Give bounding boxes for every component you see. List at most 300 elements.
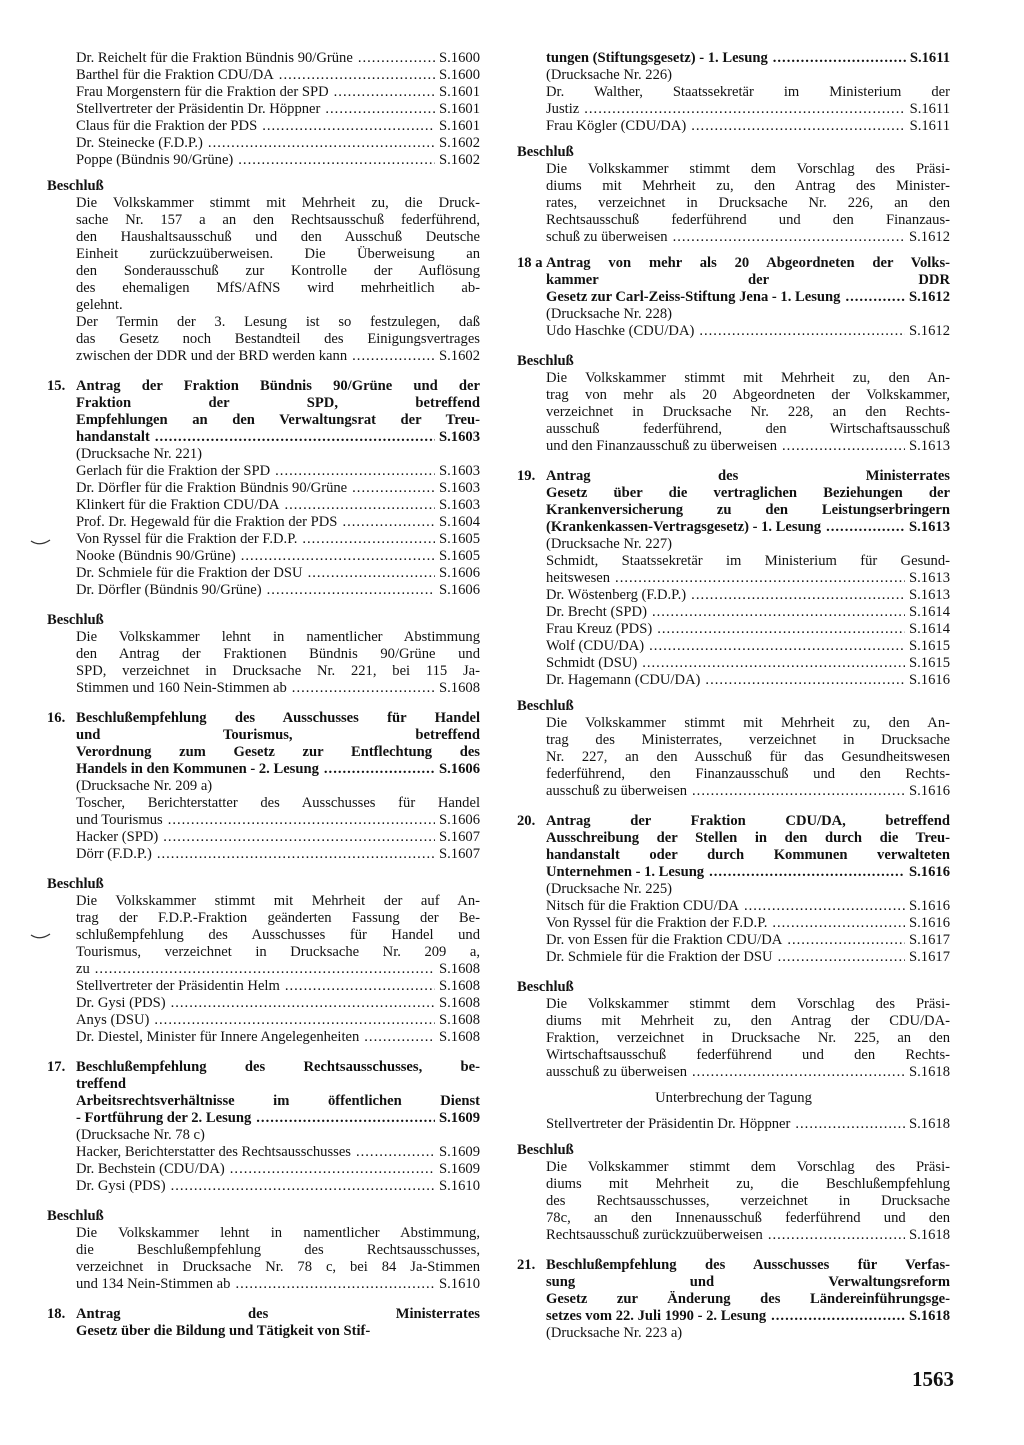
agenda-item-title-last-line — [517, 519, 950, 536]
beschluss-result-line — [47, 680, 480, 697]
dot-leader — [768, 1227, 905, 1244]
agenda-item-title-last-line — [47, 1110, 480, 1127]
entry-text: und 134 Nein-Stimmen ab — [76, 1276, 231, 1292]
page-ref: S.1608 — [439, 961, 480, 977]
agenda-item-title-line: Fraktion der SPD, betreffend — [76, 395, 480, 411]
agenda-item-title-line — [517, 1257, 950, 1274]
dot-leader — [325, 101, 435, 118]
entry-text: setzes vom 22. Juli 1990 - 2. Lesung — [546, 1308, 767, 1324]
page-ref: S.1603 — [439, 497, 480, 513]
beschluss-result-line — [517, 1064, 950, 1081]
entry-text: Frau Morgenstern für die Fraktion der SPD — [76, 84, 329, 100]
beschluss-text-line: verzeichnet in Drucksache Nr. 228, an den Rechts- — [546, 404, 950, 420]
beschluss-heading: Beschluß — [517, 144, 574, 160]
entry-text: und den Finanzausschuß zu überweisen — [546, 438, 778, 454]
speaker-entry — [517, 672, 950, 689]
dot-leader — [352, 348, 435, 365]
page-ref: S.1608 — [439, 995, 480, 1011]
dot-leader — [275, 463, 435, 480]
speaker-entry — [517, 587, 950, 604]
page-ref: S.1613 — [909, 438, 950, 454]
beschluss-text-line: Die Volkskammer stimmt dem Vorschlag des Präsi- — [546, 996, 950, 1012]
agenda-item-title-line: Ausschreibung der Stellen in den durch die Treu- — [546, 830, 950, 846]
beschluss-text-line: sache Nr. 157 a an den Rechtsausschuß federführend, — [76, 212, 480, 228]
entry-text: Prof. Dr. Hegewald für die Fraktion der PDS — [76, 514, 338, 530]
page-ref: S.1616 — [909, 864, 950, 880]
entry-text: Dr. Schmiele für die Fraktion der DSU — [76, 565, 303, 581]
beschluss-text-line: Einheit zurückzuüberweisen. Die Überweisung an — [76, 246, 480, 262]
entry-text: zu — [76, 961, 90, 977]
agenda-item-title-text: Antrag der Fraktion CDU/DA, betreffend — [546, 813, 950, 829]
entry-text: heitswesen — [546, 570, 611, 586]
entry-text: Rechtsausschuß zurückzuüberweisen — [546, 1227, 763, 1243]
beschluss-text-line: Nr. 227, an den Ausschuß für das Gesundheitswesen — [546, 749, 950, 765]
agenda-item-title-last-line — [517, 864, 950, 881]
dot-leader — [652, 604, 905, 621]
entry-text: - Fortführung der 2. Lesung — [76, 1110, 252, 1126]
beschluss-result-line — [517, 1227, 950, 1244]
beschluss-text-line: trag von mehr als 20 Abgeordneten der Volkskammer, — [546, 387, 950, 403]
beschluss-text-line: trag der F.D.P.-Fraktion geänderten Fassung der Be- — [76, 910, 480, 926]
page-ref: S.1610 — [439, 1178, 480, 1194]
beschluss-text-line: ausschuß federführend, den Wirtschaftsausschuß — [546, 421, 950, 437]
beschluss-text-line: des ehemaligen MfS/AfNS wird mehrheitlich ab- — [76, 280, 480, 296]
page-ref: S.1600 — [439, 50, 480, 66]
entry-text: schuß zu überweisen — [546, 229, 668, 245]
page-ref: S.1611 — [909, 101, 950, 117]
beschluss-text-line: schlußempfehlung des Ausschusses für Handel und — [76, 927, 480, 943]
entry-text: Stimmen und 160 Nein-Stimmen ab — [76, 680, 287, 696]
dot-leader — [692, 783, 905, 800]
dot-leader — [308, 565, 435, 582]
dot-leader — [285, 978, 435, 995]
agenda-item-title-line: handanstalt oder durch Kommunen verwalteten — [546, 847, 950, 863]
agenda-item-title-line — [517, 813, 950, 830]
speaker-entry — [47, 1144, 480, 1161]
speaker-entry — [47, 548, 480, 565]
beschluss-text-line: trag des Ministerrates, verzeichnet in Drucksache — [546, 732, 950, 748]
agenda-item-title-line — [47, 1306, 480, 1323]
beschluss-heading: Beschluß — [517, 353, 574, 369]
beschluss-heading: Beschluß — [517, 979, 574, 995]
speaker-entry — [47, 480, 480, 497]
beschluss-text-line: Die Volkskammer lehnt in namentlicher Abstimmung, — [76, 1225, 480, 1241]
drucksache-ref: (Drucksache Nr. 209 a) — [76, 778, 213, 794]
dot-leader — [241, 548, 435, 565]
dot-leader — [691, 118, 905, 135]
dot-leader — [171, 995, 435, 1012]
page-ref: S.1600 — [439, 67, 480, 83]
speaker-entry — [47, 1029, 480, 1046]
drucksache-ref: (Drucksache Nr. 225) — [546, 881, 673, 897]
dot-leader — [284, 497, 435, 514]
beschluss-text-line: Wirtschaftsausschuß federführend und den Rechts- — [546, 1047, 950, 1063]
entry-text: Gerlach für die Fraktion der SPD — [76, 463, 271, 479]
agenda-item-title-last-line — [47, 429, 480, 446]
beschluss-heading: Beschluß — [517, 698, 574, 714]
page-ref: S.1611 — [909, 118, 950, 134]
dot-leader — [155, 429, 435, 446]
speaker-entry — [517, 604, 950, 621]
dot-leader — [364, 1029, 435, 1046]
entry-text: Poppe (Bündnis 90/Grüne) — [76, 152, 234, 168]
agenda-item-title-line — [47, 1059, 480, 1076]
entry-text: Stellvertreter der Präsidentin Dr. Höppner — [546, 1116, 791, 1132]
entry-text: Dr. Gysi (PDS) — [76, 995, 166, 1011]
speaker-entry — [47, 1178, 480, 1195]
dot-leader — [787, 932, 905, 949]
dot-leader — [334, 84, 435, 101]
dot-leader — [230, 1161, 435, 1178]
speaker-entry — [47, 84, 480, 101]
page-ref: S.1613 — [909, 519, 950, 535]
speaker-line: Dr. Walther, Staatssekretär im Ministerium der — [546, 84, 950, 100]
dot-leader — [709, 864, 905, 881]
page-ref: S.1606 — [439, 761, 480, 777]
page-ref: S.1613 — [909, 570, 950, 586]
page-ref: S.1609 — [439, 1161, 480, 1177]
page-ref: S.1602 — [439, 152, 480, 168]
speaker-entry — [47, 582, 480, 599]
speaker-entry — [517, 638, 950, 655]
page-ref: S.1611 — [909, 50, 950, 66]
entry-text: Dr. von Essen für die Fraktion CDU/DA — [546, 932, 783, 948]
agenda-item-title-last-line — [517, 50, 950, 67]
page-ref: S.1615 — [909, 638, 950, 654]
speaker-entry — [47, 1161, 480, 1178]
beschluss-text-line: federführend, den Finanzausschuß und den Rechts- — [546, 766, 950, 782]
dot-leader — [324, 761, 435, 778]
beschluss-text-line: Die Volkskammer stimmt dem Vorschlag des Präsi- — [546, 161, 950, 177]
agenda-item-title-text: Beschlußempfehlung des Rechtsausschusses, be- — [76, 1059, 480, 1075]
page-ref: S.1616 — [909, 783, 950, 799]
beschluss-result-line — [517, 783, 950, 800]
speaker-entry — [47, 565, 480, 582]
speaker-entry — [47, 978, 480, 995]
entry-text: Claus für die Fraktion der PDS — [76, 118, 258, 134]
session-interruption: Unterbrechung der Tagung — [655, 1090, 812, 1106]
entry-text: Dr. Diestel, Minister für Innere Angelegenheiten — [76, 1029, 360, 1045]
dot-leader — [692, 1064, 905, 1081]
agenda-item-number: 17. — [47, 1059, 66, 1075]
entry-text: Dr. Steinecke (F.D.P.) — [76, 135, 203, 151]
beschluss-text-line: diums mit Mehrheit zu, die Beschlußempfehlung — [546, 1176, 950, 1192]
dot-leader — [171, 1178, 435, 1195]
entry-text: zwischen der DDR und der BRD werden kann — [76, 348, 348, 364]
drucksache-ref: (Drucksache Nr. 228) — [546, 306, 673, 322]
page-ref: S.1601 — [439, 101, 480, 117]
beschluss-result-line — [47, 1276, 480, 1293]
speaker-entry — [47, 50, 480, 67]
beschluss-text-line: Die Volkskammer lehnt in namentlicher Abstimmung — [76, 629, 480, 645]
page-ref: S.1601 — [439, 118, 480, 134]
beschluss-result-line — [47, 961, 480, 978]
dot-leader — [795, 1116, 905, 1133]
dot-leader — [342, 514, 435, 531]
entry-text: Anys (DSU) — [76, 1012, 150, 1028]
dot-leader — [773, 50, 906, 67]
entry-text: Stellvertreter der Präsidentin Dr. Höppner — [76, 101, 321, 117]
speaker-entry — [517, 655, 950, 672]
speaker-entry — [47, 152, 480, 169]
drucksache-ref: (Drucksache Nr. 226) — [546, 67, 673, 83]
page-ref: S.1605 — [439, 548, 480, 564]
speaker-entry — [47, 1012, 480, 1029]
entry-text: Schmidt (DSU) — [546, 655, 638, 671]
agenda-item-title-line: treffend — [76, 1076, 126, 1092]
entry-text: Stellvertreter der Präsidentin Helm — [76, 978, 280, 994]
speaker-entry — [47, 67, 480, 84]
dot-leader — [163, 829, 435, 846]
speaker-entry — [47, 514, 480, 531]
dot-leader — [642, 655, 905, 672]
dot-leader — [279, 67, 435, 84]
speaker-entry — [47, 531, 480, 548]
page-ref: S.1606 — [439, 812, 480, 828]
beschluss-text-line: Der Termin der 3. Lesung ist so festzulegen, daß — [76, 314, 480, 330]
page-ref: S.1612 — [909, 323, 950, 339]
entry-text: Unternehmen - 1. Lesung — [546, 864, 705, 880]
agenda-item-title-last-line — [517, 289, 950, 306]
agenda-item-title-line — [517, 255, 950, 272]
page-ref: S.1606 — [439, 565, 480, 581]
page-ref: S.1618 — [909, 1064, 950, 1080]
speaker-entry — [517, 915, 950, 932]
speaker-entry — [517, 898, 950, 915]
entry-text: Hacker (SPD) — [76, 829, 159, 845]
beschluss-text-line: 78c, an den Innenausschuß federführend und den — [546, 1210, 950, 1226]
page-ref: S.1608 — [439, 680, 480, 696]
entry-text: Frau Kögler (CDU/DA) — [546, 118, 687, 134]
dot-leader — [584, 101, 905, 118]
agenda-item-title-text: Beschlußempfehlung des Ausschusses für Handel — [76, 710, 480, 726]
entry-text: Frau Kreuz (PDS) — [546, 621, 653, 637]
page-ref: S.1605 — [439, 531, 480, 547]
right-column — [517, 50, 950, 1342]
page-ref: S.1610 — [439, 1276, 480, 1292]
speaker-entry — [517, 949, 950, 966]
beschluss-text-line: die Beschlußempfehlung des Rechtsausschusses, — [76, 1242, 480, 1258]
agenda-item-title-line: sung und Verwaltungsreform — [546, 1274, 950, 1290]
page-ref: S.1616 — [909, 672, 950, 688]
page-ref: S.1618 — [909, 1227, 950, 1243]
beschluss-result-line — [517, 438, 950, 455]
speaker-entry — [517, 118, 950, 135]
beschluss-text-line: Die Volkskammer stimmt mit Mehrheit der auf An- — [76, 893, 480, 909]
agenda-item-title-line: kammer der DDR — [546, 272, 950, 288]
agenda-item-title-line: Krankenversicherung zu den Leistungserbringern — [546, 502, 950, 518]
agenda-item-title-last-line — [517, 1308, 950, 1325]
dot-leader — [657, 621, 905, 638]
entry-text: Hacker, Berichterstatter des Rechtsausschusses — [76, 1144, 351, 1160]
page-ref: S.1604 — [439, 514, 480, 530]
entry-text: Barthel für die Fraktion CDU/DA — [76, 67, 274, 83]
dot-leader — [95, 961, 435, 978]
page-ref: S.1612 — [909, 229, 950, 245]
beschluss-text-line: den Antrag der Fraktionen Bündnis 90/Grüne und — [76, 646, 480, 662]
dot-leader — [744, 898, 905, 915]
page-ref: S.1602 — [439, 348, 480, 364]
speaker-entry — [47, 101, 480, 118]
agenda-item-title-line: Arbeitsrechtsverhältnisse im öffentlichen Dienst — [76, 1093, 480, 1109]
agenda-item-number: 18. — [47, 1306, 66, 1322]
dot-leader — [352, 480, 435, 497]
speaker-entry — [47, 846, 480, 863]
beschluss-text-line: Rechtsausschuß federführend und den Finanzaus- — [546, 212, 950, 228]
agenda-item-number: 20. — [517, 813, 536, 829]
dot-leader — [649, 638, 905, 655]
entry-text: (Krankenkassen-Vertragsgesetz) - 1. Lesung — [546, 519, 822, 535]
entry-text: Dr. Dörfler für die Fraktion Bündnis 90/Grüne — [76, 480, 348, 496]
entry-text: ausschuß zu überweisen — [546, 783, 688, 799]
page-ref: S.1606 — [439, 582, 480, 598]
dot-leader — [826, 519, 905, 536]
speaker-line: Schmidt, Staatssekretär im Ministerium für Gesund- — [546, 553, 950, 569]
page-ref: S.1612 — [909, 289, 950, 305]
dot-leader — [691, 587, 905, 604]
entry-text: Dr. Wöstenberg (F.D.P.) — [546, 587, 687, 603]
page-ref: S.1617 — [909, 932, 950, 948]
page-number: 1563 — [912, 1367, 954, 1391]
page-ref: S.1614 — [909, 621, 950, 637]
beschluss-heading: Beschluß — [47, 876, 104, 892]
dot-leader — [782, 438, 905, 455]
agenda-item-title-line: Verordnung zum Gesetz zur Entflechtung des — [76, 744, 480, 760]
entry-text: Dr. Schmiele für die Fraktion der DSU — [546, 949, 773, 965]
speaker-entry — [47, 812, 480, 829]
page-ref: S.1609 — [439, 1144, 480, 1160]
agenda-item-title-text: Antrag von mehr als 20 Abgeordneten der Volks- — [546, 255, 950, 271]
page-ref: S.1603 — [439, 463, 480, 479]
entry-text: Wolf (CDU/DA) — [546, 638, 645, 654]
agenda-item-number: 15. — [47, 378, 66, 394]
beschluss-text-line: verzeichnet in Drucksache Nr. 78 c, bei 84 Ja-Stimmen — [76, 1259, 480, 1275]
page-ref: S.1607 — [439, 846, 480, 862]
beschluss-text-line: Tourismus, verzeichnet in Drucksache Nr. 209 a, — [76, 944, 480, 960]
beschluss-text-line: SPD, verzeichnet in Drucksache Nr. 221, bei 115 Ja- — [76, 663, 480, 679]
beschluss-result-line — [47, 348, 480, 365]
dot-leader — [238, 152, 435, 169]
entry-text: Handels in den Kommunen - 2. Lesung — [76, 761, 319, 777]
agenda-item-title-text: Beschlußempfehlung des Ausschusses für Verfas- — [546, 1257, 950, 1273]
page-ref: S.1618 — [909, 1308, 950, 1324]
speaker-entry — [517, 621, 950, 638]
drucksache-ref: (Drucksache Nr. 227) — [546, 536, 673, 552]
beschluss-heading: Beschluß — [517, 1142, 574, 1158]
dot-leader — [772, 915, 905, 932]
entry-text: handanstalt — [76, 429, 150, 445]
page-ref: S.1613 — [909, 587, 950, 603]
entry-text: Udo Haschke (CDU/DA) — [546, 323, 695, 339]
beschluss-text-line: rates, verzeichnet in Drucksache Nr. 226, an den — [546, 195, 950, 211]
speaker-entry — [47, 497, 480, 514]
page-ref: S.1617 — [909, 949, 950, 965]
speaker-entry — [47, 463, 480, 480]
page-ref: S.1602 — [439, 135, 480, 151]
beschluss-heading: Beschluß — [47, 178, 104, 194]
beschluss-text-line: den Haushaltsausschuß und den Ausschuß Deutsche — [76, 229, 480, 245]
speaker-entry — [47, 829, 480, 846]
dot-leader — [262, 118, 435, 135]
entry-text: Klinkert für die Fraktion CDU/DA — [76, 497, 280, 513]
dot-leader — [267, 582, 435, 599]
beschluss-result-line — [517, 229, 950, 246]
dot-leader — [292, 680, 435, 697]
page-ref: S.1608 — [439, 978, 480, 994]
page-ref: S.1603 — [439, 429, 480, 445]
entry-text: Dr. Brecht (SPD) — [546, 604, 647, 620]
dot-leader — [771, 1308, 905, 1325]
dot-leader — [699, 323, 905, 340]
page-ref: S.1614 — [909, 604, 950, 620]
drucksache-ref: (Drucksache Nr. 223 a) — [546, 1325, 683, 1341]
entry-text: Dr. Reichelt für die Fraktion Bündnis 90/Grüne — [76, 50, 353, 66]
beschluss-text-line: das Gesetz noch Bestandteil des Einigungsvertrages — [76, 331, 480, 347]
agenda-item-title-line — [47, 378, 480, 395]
speaker-entry — [517, 323, 950, 340]
entry-text: Nooke (Bündnis 90/Grüne) — [76, 548, 236, 564]
pencil-tick-mark — [30, 538, 52, 548]
dot-leader — [358, 50, 435, 67]
agenda-item-number: 16. — [47, 710, 66, 726]
speaker-line: Toscher, Berichterstatter des Ausschusses für Handel — [76, 795, 480, 811]
speaker-entry — [517, 1116, 950, 1133]
agenda-item-title-text: Antrag des Ministerrates — [546, 468, 950, 484]
page-ref: S.1609 — [439, 1110, 480, 1126]
beschluss-text-line: den Sonderausschuß zur Kontrolle der Auflösung — [76, 263, 480, 279]
entry-text: Von Ryssel für die Fraktion der F.D.P. — [76, 531, 298, 547]
speaker-entry — [47, 118, 480, 135]
dot-leader — [235, 1276, 435, 1293]
agenda-item-title-line: Empfehlungen an den Verwaltungsrat der Treu- — [76, 412, 480, 428]
speaker-entry — [47, 135, 480, 152]
page-ref: S.1616 — [909, 898, 950, 914]
dot-leader — [208, 135, 435, 152]
page-ref: S.1616 — [909, 915, 950, 931]
agenda-item-title-line — [517, 468, 950, 485]
entry-text: Dr. Gysi (PDS) — [76, 1178, 166, 1194]
entry-text: Nitsch für die Fraktion CDU/DA — [546, 898, 739, 914]
page-ref: S.1607 — [439, 829, 480, 845]
page-ref: S.1601 — [439, 84, 480, 100]
agenda-item-number: 21. — [517, 1257, 536, 1273]
dot-leader — [356, 1144, 435, 1161]
beschluss-heading: Beschluß — [47, 612, 104, 628]
agenda-item-number: 19. — [517, 468, 536, 484]
agenda-item-title-line: Gesetz über die vertraglichen Beziehungen der — [546, 485, 950, 501]
agenda-item-title-line: Gesetz über die Bildung und Tätigkeit von Stif- — [76, 1323, 371, 1339]
dot-leader — [302, 531, 435, 548]
beschluss-text-line: des Rechtsausschusses, verzeichnet in Drucksache — [546, 1193, 950, 1209]
dot-leader — [673, 229, 905, 246]
entry-text: Dr. Hagemann (CDU/DA) — [546, 672, 701, 688]
agenda-item-title-line — [47, 710, 480, 727]
entry-text: Gesetz zur Carl-Zeiss-Stiftung Jena - 1. Lesung — [546, 289, 841, 305]
page-ref: S.1615 — [909, 655, 950, 671]
beschluss-heading: Beschluß — [47, 1208, 104, 1224]
beschluss-text-line: Die Volkskammer stimmt mit Mehrheit zu, den An- — [546, 370, 950, 386]
speaker-entry — [517, 932, 950, 949]
drucksache-ref: (Drucksache Nr. 78 c) — [76, 1127, 205, 1143]
beschluss-text-line: Die Volkskammer stimmt mit Mehrheit zu, den An- — [546, 715, 950, 731]
drucksache-ref: (Drucksache Nr. 221) — [76, 446, 203, 462]
beschluss-text-line: Die Volkskammer stimmt mit Mehrheit zu, die Druck- — [76, 195, 480, 211]
agenda-item-number: 18 a — [517, 255, 543, 271]
agenda-item-title-text: Antrag des Ministerrates — [76, 1306, 480, 1322]
beschluss-text-line: Fraktion, verzeichnet in Drucksache Nr. 225, an den — [546, 1030, 950, 1046]
left-column — [47, 50, 480, 1340]
page-ref: S.1608 — [439, 1012, 480, 1028]
